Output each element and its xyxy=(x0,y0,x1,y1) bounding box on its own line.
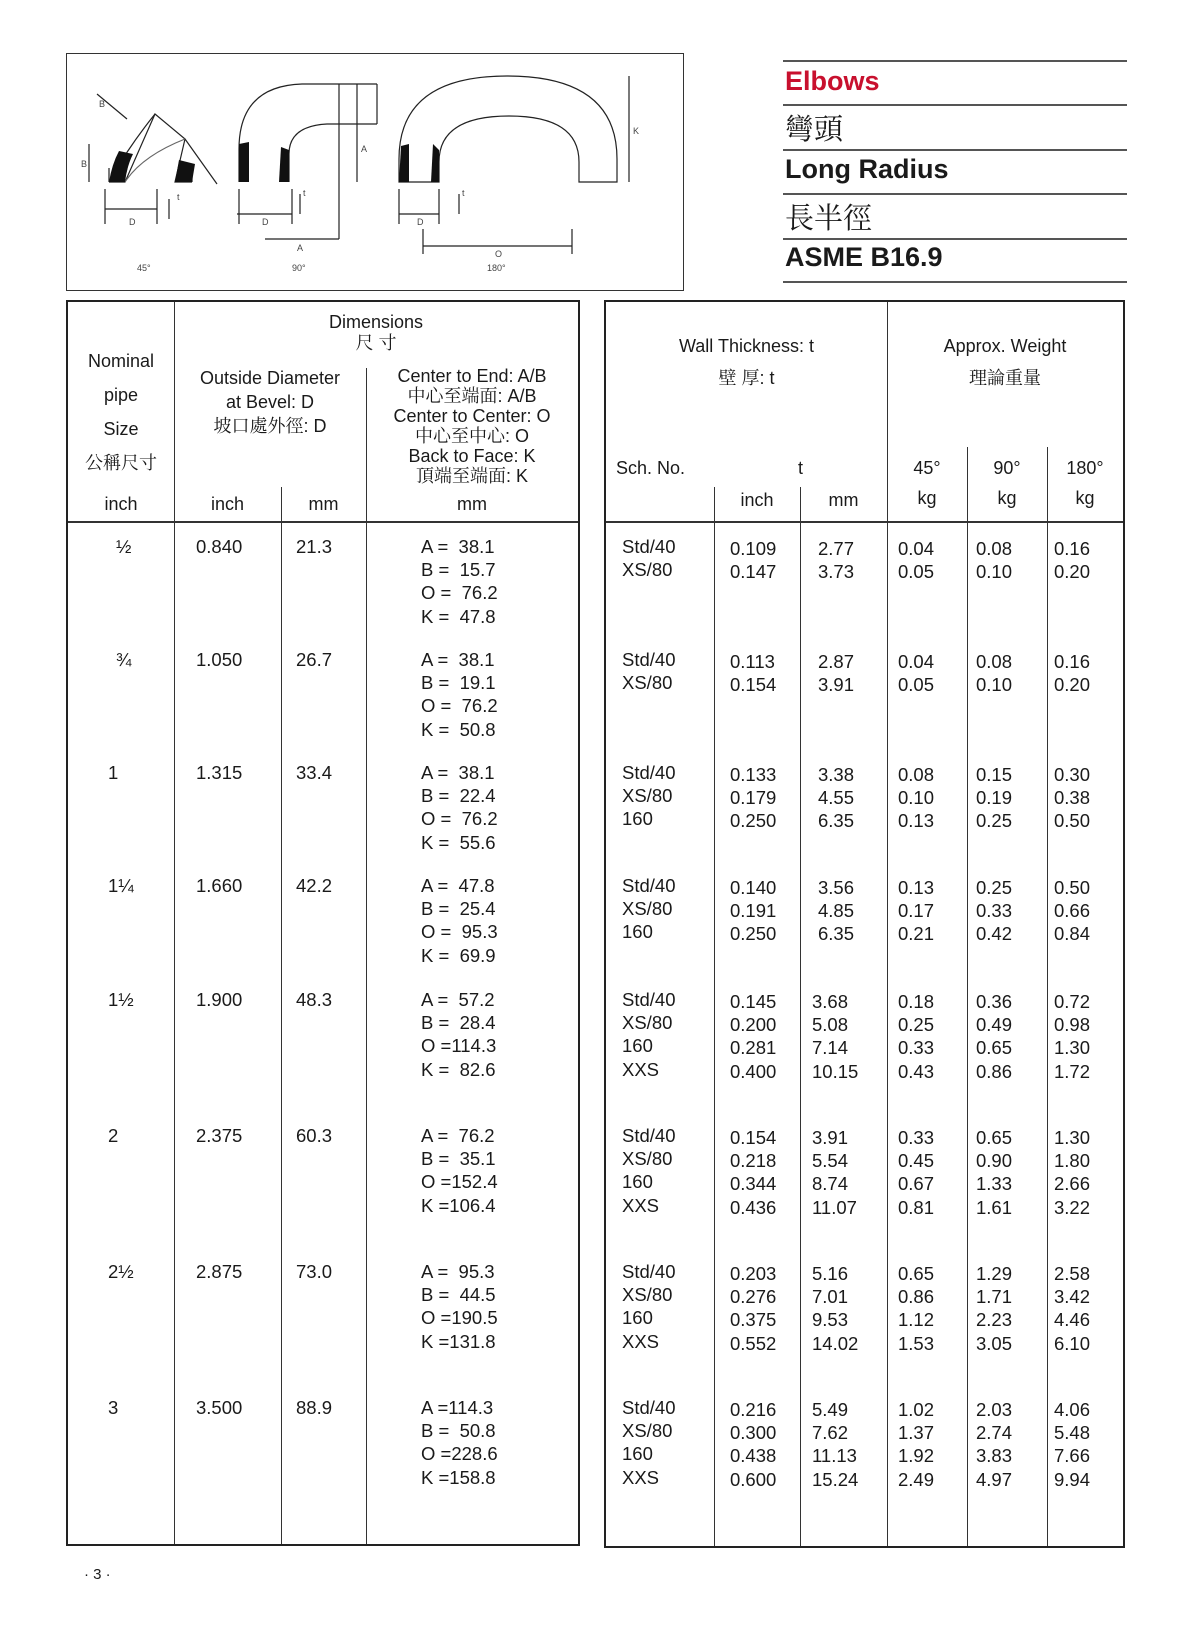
label-a-bottom: A xyxy=(297,243,304,253)
nominal-header xyxy=(68,344,174,480)
t-inch: 0.133 0.179 0.250 xyxy=(730,764,777,832)
label-t-90: t xyxy=(303,188,306,198)
t-mm: 3.38 4.55 6.35 xyxy=(818,764,855,832)
kg-unit-180: kg xyxy=(1075,488,1095,508)
od-mm: 21.3 xyxy=(296,536,333,557)
weight-zh: 理論重量 xyxy=(969,368,1041,388)
od-line: Outside Diameter xyxy=(199,368,341,388)
w45: 1.02 1.37 1.92 2.49 xyxy=(898,1399,935,1490)
w180: 4.06 5.48 7.66 9.94 xyxy=(1054,1399,1091,1490)
weight-header xyxy=(887,330,1123,394)
t-inch: 0.203 0.276 0.375 0.552 xyxy=(730,1263,777,1354)
label-b-side: B xyxy=(81,159,88,169)
sch-header: Sch. No. xyxy=(616,458,686,478)
t-mm: 2.77 3.73 xyxy=(818,538,855,583)
wall-zh: 壁 厚: t xyxy=(718,368,775,388)
weight-en: Approx. Weight xyxy=(943,336,1067,356)
caption-90: 90° xyxy=(292,263,306,273)
t-header: t xyxy=(797,458,803,478)
t-inch-unit: inch xyxy=(740,490,774,510)
col-divider xyxy=(800,487,801,1546)
col-divider xyxy=(281,487,282,1544)
nominal-line: Nominal xyxy=(87,351,155,371)
od-mm-unit: mm xyxy=(308,494,339,514)
od-inch: 1.315 xyxy=(196,762,243,783)
label-k: K xyxy=(633,126,640,136)
sch: Std/40 XS/80 160 XXS xyxy=(622,1261,676,1352)
cte-line: 中心至中心: O xyxy=(414,426,529,446)
nominal-line: 公稱尺寸 xyxy=(85,453,157,473)
title-rule xyxy=(783,104,1127,106)
caption-45: 45° xyxy=(137,263,151,273)
nominal-line: Size xyxy=(103,419,139,439)
w90: 0.08 0.10 xyxy=(976,538,1013,583)
dims: A =114.3 B = 50.8 O =228.6 K =158.8 xyxy=(421,1397,498,1488)
t-inch: 0.216 0.300 0.438 0.600 xyxy=(730,1399,777,1490)
w45: 0.18 0.25 0.33 0.43 xyxy=(898,991,935,1082)
w180: 2.58 3.42 4.46 6.10 xyxy=(1054,1263,1091,1354)
cte-line: Back to Face: K xyxy=(408,446,536,466)
w90: 0.65 0.90 1.33 1.61 xyxy=(976,1127,1013,1218)
cte-line: Center to End: A/B xyxy=(397,366,547,386)
title-long-radius-zh: 長半徑 xyxy=(785,203,873,235)
sch: Std/40 XS/80 160 xyxy=(622,762,676,830)
title-elbows: Elbows xyxy=(785,66,880,96)
w90: 0.15 0.19 0.25 xyxy=(976,764,1013,832)
sch: Std/40 XS/80 160 XXS xyxy=(622,1125,676,1216)
sch: Std/40 XS/80 160 XXS xyxy=(622,989,676,1080)
col-divider xyxy=(174,302,175,1544)
sch: Std/40 XS/80 160 XXS xyxy=(622,1397,676,1488)
dimensions-header xyxy=(174,312,578,354)
elbow-diagram xyxy=(66,53,684,291)
header-rule xyxy=(68,521,578,523)
t-inch: 0.113 0.154 xyxy=(730,651,777,696)
cte-line: 中心至端面: A/B xyxy=(407,386,537,406)
w45: 0.08 0.10 0.13 xyxy=(898,764,935,832)
caption-180: 180° xyxy=(487,263,506,273)
od-line: 坡口處外徑: D xyxy=(213,416,327,436)
cte-line: 頂端至端面: K xyxy=(415,466,528,486)
wall-weight-table xyxy=(604,300,1125,1548)
nominal-unit: inch xyxy=(104,494,138,514)
t-inch: 0.140 0.191 0.250 xyxy=(730,877,777,945)
deg90-header: 90° xyxy=(993,458,1021,478)
title-rule xyxy=(783,60,1127,62)
t-mm: 5.49 7.62 11.13 15.24 xyxy=(812,1399,859,1490)
elbow-drawings xyxy=(67,54,682,289)
header-rule xyxy=(606,521,1123,523)
label-a-side: A xyxy=(361,144,368,154)
w90: 2.03 2.74 3.83 4.97 xyxy=(976,1399,1013,1490)
t-inch: 0.145 0.200 0.281 0.400 xyxy=(730,991,777,1082)
label-t-180: t xyxy=(462,188,465,198)
od-line: at Bevel: D xyxy=(225,392,315,412)
od-header xyxy=(174,366,366,438)
dimensions-zh: 尺 寸 xyxy=(355,333,397,353)
label-d-90: D xyxy=(262,217,269,227)
od-inch: 0.840 xyxy=(196,536,243,557)
t-mm: 3.56 4.85 6.35 xyxy=(818,877,855,945)
title-elbows-zh: 彎頭 xyxy=(785,114,844,146)
kg-unit-45: kg xyxy=(917,488,937,508)
label-t-45: t xyxy=(177,192,180,202)
nominal-size: ½ xyxy=(116,536,132,557)
sch: Std/40 XS/80 xyxy=(622,649,676,694)
t-mm: 5.16 7.01 9.53 14.02 xyxy=(812,1263,859,1354)
t-mm-unit: mm xyxy=(828,490,859,510)
label-o: O xyxy=(495,249,503,259)
t-mm: 2.87 3.91 xyxy=(818,651,855,696)
col-divider xyxy=(714,487,715,1546)
nominal-size: ¾ xyxy=(116,649,132,670)
col-divider xyxy=(967,447,968,1546)
cte-line: Center to Center: O xyxy=(393,406,551,426)
dims: A = 38.1 B = 22.4 O = 76.2 K = 55.6 xyxy=(421,762,498,853)
w180: 1.30 1.80 2.66 3.22 xyxy=(1054,1127,1091,1218)
dims: A = 47.8 B = 25.4 O = 95.3 K = 69.9 xyxy=(421,875,498,966)
od-mm: 26.7 xyxy=(296,649,333,670)
w90: 0.08 0.10 xyxy=(976,651,1013,696)
nominal-size: 3 xyxy=(108,1397,119,1418)
dimensions-en: Dimensions xyxy=(328,312,424,332)
od-inch: 1.050 xyxy=(196,649,243,670)
deg180-header: 180° xyxy=(1066,458,1104,478)
t-mm: 3.91 5.54 8.74 11.07 xyxy=(812,1127,857,1218)
deg45-header: 45° xyxy=(913,458,941,478)
cte-header xyxy=(366,366,578,486)
od-mm: 88.9 xyxy=(296,1397,333,1418)
title-rule xyxy=(783,281,1127,283)
title-rule xyxy=(783,238,1127,240)
w180: 0.16 0.20 xyxy=(1054,651,1091,696)
col-divider xyxy=(366,368,367,1544)
w45: 0.33 0.45 0.67 0.81 xyxy=(898,1127,935,1218)
t-mm: 3.68 5.08 7.14 10.15 xyxy=(812,991,859,1082)
nominal-size: 1¼ xyxy=(108,875,134,896)
dimensions-table xyxy=(66,300,580,1546)
w90: 1.29 1.71 2.23 3.05 xyxy=(976,1263,1013,1354)
od-inch: 2.875 xyxy=(196,1261,243,1282)
od-inch: 1.900 xyxy=(196,989,243,1010)
od-inch-unit: inch xyxy=(210,494,245,514)
nominal-size: 2 xyxy=(108,1125,119,1146)
nominal-size: 2½ xyxy=(108,1261,134,1282)
label-b-top: B xyxy=(99,99,106,109)
label-d-180: D xyxy=(417,217,424,227)
kg-unit-90: kg xyxy=(997,488,1017,508)
od-inch: 2.375 xyxy=(196,1125,243,1146)
w45: 0.13 0.17 0.21 xyxy=(898,877,935,945)
col-divider xyxy=(1047,447,1048,1546)
w45: 0.04 0.05 xyxy=(898,538,935,583)
title-standard: ASME B16.9 xyxy=(785,242,943,272)
title-rule xyxy=(783,149,1127,151)
nominal-size: 1 xyxy=(108,762,119,783)
w180: 0.30 0.38 0.50 xyxy=(1054,764,1091,832)
title-rule xyxy=(783,193,1127,195)
dims: A = 38.1 B = 15.7 O = 76.2 K = 47.8 xyxy=(421,536,498,627)
w90: 0.36 0.49 0.65 0.86 xyxy=(976,991,1013,1082)
od-mm: 42.2 xyxy=(296,875,333,896)
w180: 0.72 0.98 1.30 1.72 xyxy=(1054,991,1091,1082)
t-inch: 0.154 0.218 0.344 0.436 xyxy=(730,1127,777,1218)
nominal-line: pipe xyxy=(103,385,139,405)
od-inch: 3.500 xyxy=(196,1397,243,1418)
od-mm: 60.3 xyxy=(296,1125,333,1146)
od-mm: 48.3 xyxy=(296,989,333,1010)
label-d-45: D xyxy=(129,217,136,227)
w180: 0.16 0.20 xyxy=(1054,538,1091,583)
od-mm: 33.4 xyxy=(296,762,333,783)
page-number: · 3 · xyxy=(84,1566,111,1583)
w90: 0.25 0.33 0.42 xyxy=(976,877,1013,945)
sch: Std/40 XS/80 160 xyxy=(622,875,676,943)
w45: 0.04 0.05 xyxy=(898,651,935,696)
dims: A = 57.2 B = 28.4 O =114.3 K = 82.6 xyxy=(421,989,497,1080)
od-inch: 1.660 xyxy=(196,875,243,896)
sch: Std/40 XS/80 xyxy=(622,536,676,581)
nominal-size: 1½ xyxy=(108,989,134,1010)
dims: A = 95.3 B = 44.5 O =190.5 K =131.8 xyxy=(421,1261,498,1352)
wall-en: Wall Thickness: t xyxy=(678,336,815,356)
t-inch: 0.109 0.147 xyxy=(730,538,777,583)
w180: 0.50 0.66 0.84 xyxy=(1054,877,1091,945)
w45: 0.65 0.86 1.12 1.53 xyxy=(898,1263,935,1354)
wall-header xyxy=(606,330,887,394)
title-long-radius: Long Radius xyxy=(785,154,949,184)
cte-mm-unit: mm xyxy=(457,494,487,514)
dims: A = 38.1 B = 19.1 O = 76.2 K = 50.8 xyxy=(421,649,498,740)
dims: A = 76.2 B = 35.1 O =152.4 K =106.4 xyxy=(421,1125,498,1216)
od-mm: 73.0 xyxy=(296,1261,333,1282)
